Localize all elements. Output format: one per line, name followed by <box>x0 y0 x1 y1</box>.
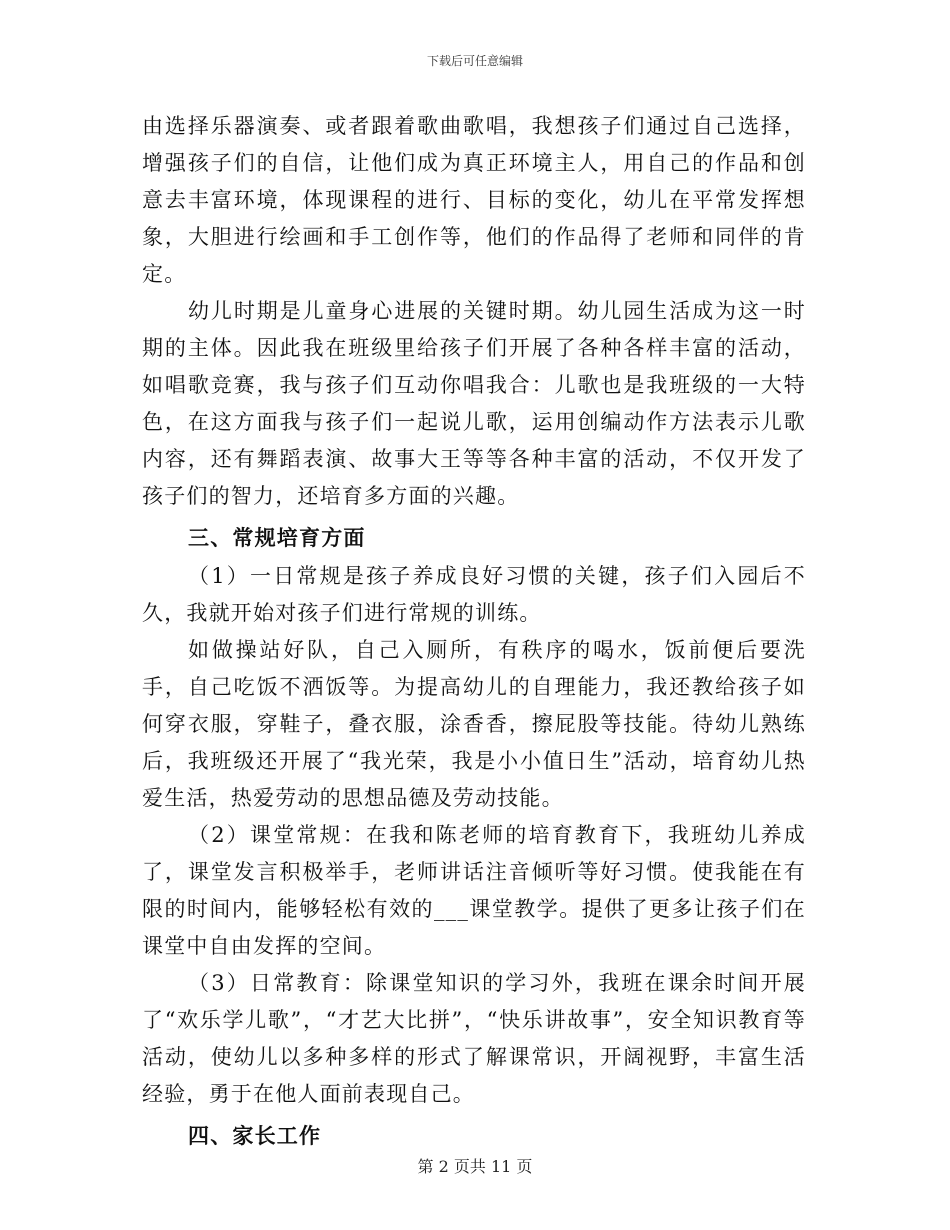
paragraph-self-care: 如做操站好队，自己入厕所，有秩序的喝水，饭前便后要洗手，自己吃饭不洒饭等。为提高幼儿的自理能力，我还教给孩子如何穿衣服，穿鞋子，叠衣服，涂香香，擦屁股等技能。待幼儿熟练后，我班级还开展了“我光荣，我是小小值日生”活动，培育幼儿热爱生活，热爱劳动的思想品德及劳动技能。 <box>142 638 806 810</box>
page-header: 下载后可任意编辑 <box>426 54 523 68</box>
page-number: 第 2 页共 11 页 <box>417 1157 533 1176</box>
paragraph-activities: 幼儿时期是儿童身心进展的关键时期。幼儿园生活成为这一时期的主体。因此我在班级里给孩子们开展了各种各样丰富的活动，如唱歌竞赛，我与孩子们互动你唱我合：儿歌也是我班级的一大特色，在这方面我与孩子们一起说儿歌，运用创编动作方法表示儿歌内容，还有舞蹈表演、故事大王等等各种丰富的活动，不仅开发了孩子们的智力，还培育多方面的兴趣。 <box>142 299 806 508</box>
section-heading-routine: 三、常规培育方面 <box>188 525 366 550</box>
document-body <box>142 108 806 1156</box>
paragraph-daily-education: （3）日常教育：除课堂知识的学习外，我班在课余时间开展了“欢乐学儿歌”，“才艺大比拼”，“快乐讲故事”，安全知识教育等活动，使幼儿以多种多样的形式了解课常识，开阔视野，丰富生活经验，勇于在他人面前表现自己。 <box>142 971 806 1106</box>
section-heading-parents: 四、家长工作 <box>188 1123 322 1148</box>
paragraph-environment: 由选择乐器演奏、或者跟着歌曲歌唱，我想孩子们通过自己选择，增强孩子们的自信，让他们成为真正环境主人，用自己的作品和创意去丰富环境，体现课程的进行、目标的变化，幼儿在平常发挥想象，大胆进行绘画和手工创作等，他们的作品得了老师和同伴的肯定。 <box>142 114 806 286</box>
paragraph-daily-routine: （1）一日常规是孩子养成良好习惯的关键，孩子们入园后不久，我就开始对孩子们进行常规的训练。 <box>142 564 806 625</box>
paragraph-classroom-routine: （2）课堂常规：在我和陈老师的培育教育下，我班幼儿养成了，课堂发言积极举手，老师讲话注音倾听等好习惯。使我能在有限的时间内，能够轻松有效的___课堂教学。提供了更多让孩子们在课堂中自由发挥的空间。 <box>142 823 806 958</box>
